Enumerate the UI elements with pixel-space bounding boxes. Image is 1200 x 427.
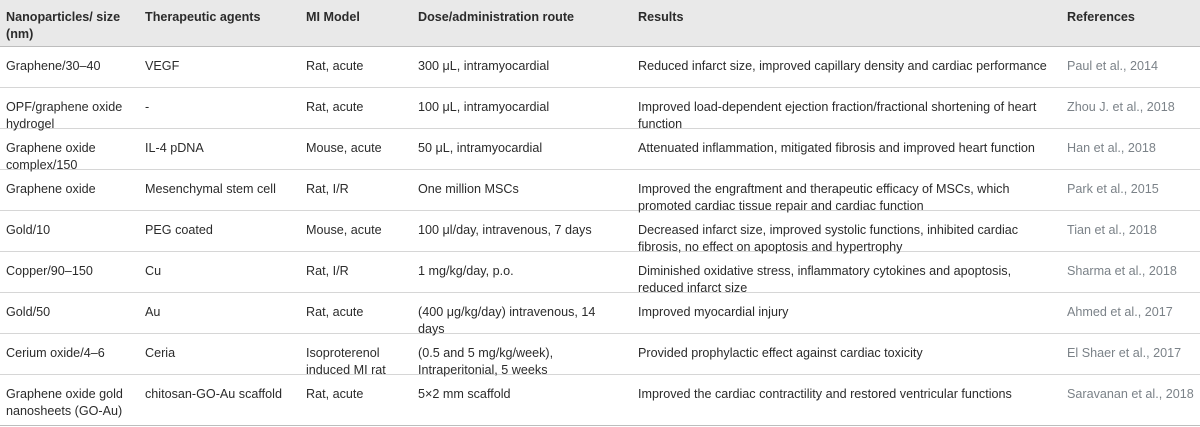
cell-reference: Saravanan et al., 2018 [1067, 387, 1194, 401]
cell-model: Rat, acute [306, 59, 364, 73]
cell-agent: Au [145, 305, 161, 319]
cell-nanoparticle: Graphene/30–40 [6, 59, 101, 73]
cell-result: Attenuated inflammation, mitigated fibrosis and improved heart function [638, 141, 1035, 155]
cell-result: Decreased infarct size, improved systolic functions, inhibited cardiac fibrosis, no effect on apoptosis and hypertrophy [638, 223, 1019, 254]
cell-result: Reduced infarct size, improved capillary density and cardiac performance [638, 59, 1047, 73]
cell-agent: chitosan-GO-Au scaffold [145, 387, 282, 401]
cell-dose: 5×2 mm scaffold [418, 387, 511, 401]
cell-reference: Han et al., 2018 [1067, 141, 1156, 155]
cell-agent: PEG coated [145, 223, 213, 237]
cell-model: Mouse, acute [306, 223, 382, 237]
cell-dose: 50 μL, intramyocardial [418, 141, 543, 155]
cell-reference: Paul et al., 2014 [1067, 59, 1159, 73]
cell-nanoparticle: Graphene oxide [6, 182, 96, 196]
table-row [0, 211, 1200, 252]
cell-dose: (400 μg/kg/day) intravenous, 14 days [418, 305, 596, 336]
cell-model: Rat, acute [306, 305, 364, 319]
cell-result: Improved myocardial injury [638, 305, 789, 319]
table-row [0, 170, 1200, 211]
cell-model: Rat, I/R [306, 182, 349, 196]
cell-dose: 100 μl/day, intravenous, 7 days [418, 223, 592, 237]
table-header [0, 0, 1200, 47]
cell-nanoparticle: Graphene oxide gold nanosheets (GO-Au) [6, 387, 123, 418]
cell-reference: Zhou J. et al., 2018 [1067, 100, 1175, 114]
cell-dose: 300 μL, intramyocardial [418, 59, 550, 73]
table-row [0, 293, 1200, 334]
table-row [0, 129, 1200, 170]
cell-model: Rat, acute [306, 387, 364, 401]
cell-dose: 1 mg/kg/day, p.o. [418, 264, 514, 278]
cell-model: Rat, acute [306, 100, 364, 114]
header-agents: Therapeutic agents [145, 10, 261, 24]
cell-dose: (0.5 and 5 mg/kg/week), Intraperitonial, 5 weeks [418, 346, 554, 377]
cell-agent: VEGF [145, 59, 180, 73]
cell-nanoparticle: Gold/10 [6, 223, 51, 237]
cell-model: Mouse, acute [306, 141, 382, 155]
cell-nanoparticle: Gold/50 [6, 305, 51, 319]
cell-result: Diminished oxidative stress, inflammatory cytokines and apoptosis, reduced infarct size [638, 264, 1012, 295]
header-model: MI Model [306, 10, 360, 24]
cell-result: Improved load-dependent ejection fraction/fractional shortening of heart function [638, 100, 1037, 131]
cell-agent: Mesenchymal stem cell [145, 182, 276, 196]
cell-agent: Ceria [145, 346, 176, 360]
cell-agent: - [145, 100, 150, 114]
table-row [0, 252, 1200, 293]
cell-reference: Tian et al., 2018 [1067, 223, 1157, 237]
table-bottom-rule [0, 425, 1200, 426]
table-row [0, 375, 1200, 425]
cell-model: Isoproterenol induced MI rat [306, 346, 386, 377]
header-results: Results [638, 10, 684, 24]
table-row [0, 88, 1200, 129]
header-nanoparticles: Nanoparticles/ size (nm) [6, 10, 121, 41]
cell-reference: Park et al., 2015 [1067, 182, 1159, 196]
cell-model: Rat, I/R [306, 264, 349, 278]
header-references: References [1067, 10, 1135, 24]
cell-agent: Cu [145, 264, 162, 278]
header-dose: Dose/administration route [418, 10, 575, 24]
cell-reference: El Shaer et al., 2017 [1067, 346, 1182, 360]
cell-result: Provided prophylactic effect against cardiac toxicity [638, 346, 923, 360]
cell-result: Improved the cardiac contractility and restored ventricular functions [638, 387, 1012, 401]
cell-reference: Ahmed et al., 2017 [1067, 305, 1173, 319]
cell-nanoparticle: OPF/graphene oxide hydrogel [6, 100, 123, 131]
cell-nanoparticle: Cerium oxide/4–6 [6, 346, 105, 360]
cell-dose: One million MSCs [418, 182, 519, 196]
cell-result: Improved the engraftment and therapeutic efficacy of MSCs, which promoted cardiac tissue repair and cardiac function [638, 182, 1010, 213]
table-row [0, 334, 1200, 375]
table-row [0, 47, 1200, 88]
cell-nanoparticle: Copper/90–150 [6, 264, 93, 278]
cell-dose: 100 μL, intramyocardial [418, 100, 550, 114]
cell-nanoparticle: Graphene oxide complex/150 [6, 141, 96, 172]
cell-agent: IL-4 pDNA [145, 141, 204, 155]
cell-reference: Sharma et al., 2018 [1067, 264, 1177, 278]
